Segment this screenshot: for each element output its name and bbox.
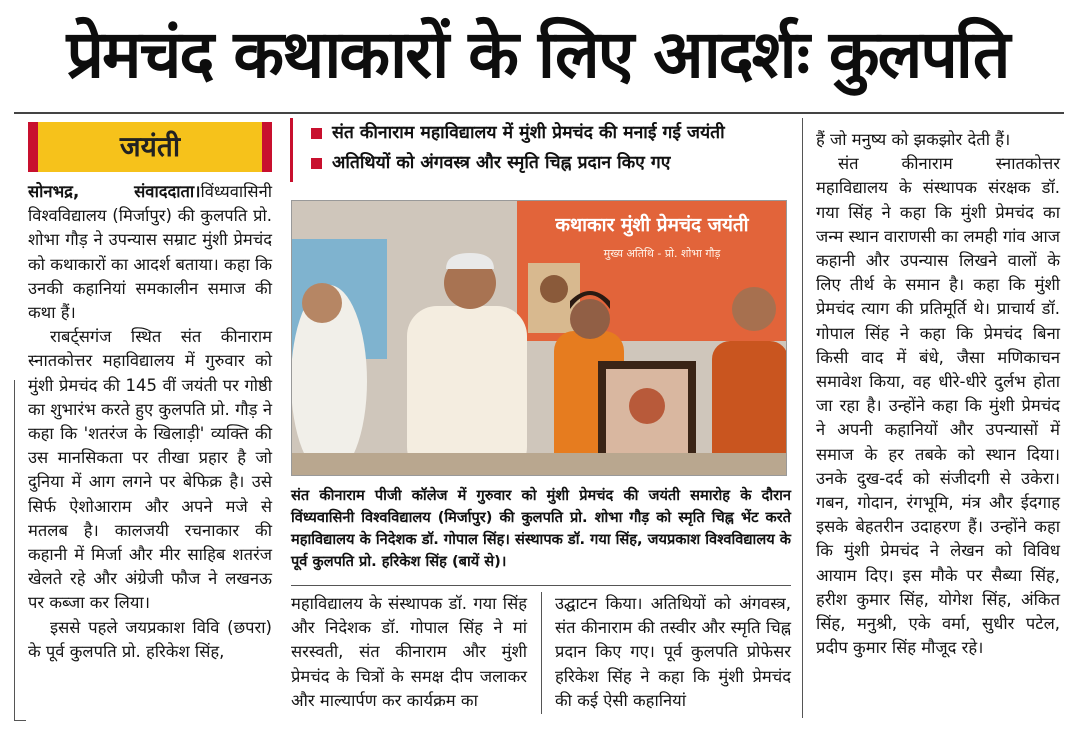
column-3 [555,592,791,713]
col2-para: महाविद्यालय के संस्थापक डॉ. गया सिंह और निदेशक डॉ. गोपाल सिंह ने मां सरस्वती, संत कीनाराम और मुंशी प्रेमचंद के चित्रों के समक्ष दीप जलाकर और माल्यार्पण कर कार्यक्रम का [291,594,527,710]
caption-rule [291,585,791,586]
headline-rule [14,112,1064,114]
col1-para-1: विंध्यवासिनी विश्वविद्यालय (मिर्जापुर) की कुलपति प्रो. शोभा गौड़ ने उपन्यास सम्राट मुंशी प्रेमचंद को कथाकारों का आदर्श बताया। कहा कि उनकी कहानियां समकालीन समाज की कथा हैं। [28,182,272,323]
subheads [290,118,800,182]
section-tag: जयंती [28,122,272,172]
column-1 [28,180,272,664]
column-2 [291,592,527,713]
column-divider-mid [541,592,542,714]
dateline: सोनभद्र, संवाददाता। [28,182,201,201]
col3-para: उद्घाटन किया। अतिथियों को अंगवस्त्र, संत कीनाराम की तस्वीर और स्मृति चिह्न प्रदान किए गए। पूर्व कुलपति प्रोफेसर हरिकेश सिंह ने कहा कि मुंशी प्रेमचंद की कई ऐसी कहानियां [555,594,791,710]
column-divider-left [14,380,15,720]
photo-banner-text: कथाकार मुंशी प्रेमचंद जयंती [555,214,749,236]
column-divider-foot [14,720,26,721]
column-4 [816,128,1060,660]
column-divider-right [802,118,803,718]
headline: प्रेमचंद कथाकारों के लिए आदर्शः कुलपति [66,16,1009,93]
news-photo [291,200,787,476]
photo-caption: संत कीनाराम पीजी कॉलेज में गुरुवार को मुंशी प्रेमचंद की जयंती समारोह के दौरान विंध्यवासिनी विश्वविद्यालय (मिर्जापुर) की कुलपति प्रो. शोभा गौड़ को स्मृति चिह्न भेंट करते महाविद्यालय के निदेशक डॉ. गोपाल सिंह। संस्थापक डॉ. गया सिंह, जयप्रकाश विश्वविद्यालय के पूर्व कुलपति प्रो. हरिकेश सिंह (बायें से)। [291,487,791,570]
col1-para-3: इससे पहले जयप्रकाश विवि (छपरा) के पूर्व कुलपति प्रो. हरिकेश सिंह, [28,617,272,661]
photo-illustration [292,201,787,476]
bullet-square-icon [311,128,322,139]
bullet-square-icon [311,158,322,169]
col4-para-1: हैं जो मनुष्य को झकझोर देती हैं। [816,130,1011,149]
col4-para-2: संत कीनाराम स्नातकोत्तर महाविद्यालय के संस्थापक संरक्षक डॉ. गया सिंह ने कहा कि मुंशी प्रेमचंद का जन्म स्थान वाराणसी का लमही गांव आज कहानी और उपन्यास लिखने वालों के लिए तीर्थ के समान है। कहा कि मुंशी प्रेमचंद त्याग की प्रतिमूर्ति थे। प्राचार्य डॉ. गोपाल सिंह ने कहा कि प्रेमचंद बिना किसी वाद में बंधे, जैसा मणिकाचन समावेश किया, वह धीरे-धीरे दुर्लभ होता जा रहा है। उन्होंने कहा कि मुंशी प्रेमचंद ने अपनी कहानियों और उपन्यासों में समाज के हर तबके को स्थान दिया। उनके दुख-दर्द को संजीदगी से उकेरा। गबन, गोदान, रंगभूमि, मंत्र और ईदगाह इसके बेहतरीन उदाहरण हैं। उन्होंने कहा कि मुंशी प्रेमचंद ने लेखन को विविध आयाम दिए। इस मौके पर सैब्या सिंह, हरीश कुमार सिंह, योगेश सिंह, अंकित सिंह, मनुश्री, एके वर्मा, सुधीर पटेल, प्रदीप कुमार सिंह मौजूद रहे। [816,154,1060,658]
photo-banner-sub: मुख्य अतिथि - प्रो. शोभा गौड़ [603,247,721,260]
col1-para-2: राबर्ट्सगंज स्थित संत कीनाराम स्नातकोत्तर महाविद्यालय में गुरुवार को मुंशी प्रेमचंद की 145 वीं जयंती पर गोष्ठी का शुभारंभ करते हुए कुलपति प्रो. गौड़ ने कहा कि 'शतरंज के खिलाड़ी' व्यक्ति की उस मानसिकता पर तीखा प्रहार है जो दुनिया में आग लगने पर बेफिक्र है। उसे सिर्फ ऐशोआराम और अपने मजे से मतलब है। कालजयी रचनाकार की कहानी में मिर्जा और मीर साहिब शतरंज खेलते रहे और अंग्रेजी फौज ने लखनऊ पर कब्जा कर लिया। [28,327,272,613]
subhead-1: संत कीनाराम महाविद्यालय में मुंशी प्रेमचंद की मनाई गई जयंती [311,118,800,148]
subhead-2: अतिथियों को अंगवस्त्र और स्मृति चिह्न प्रदान किए गए [311,148,800,178]
